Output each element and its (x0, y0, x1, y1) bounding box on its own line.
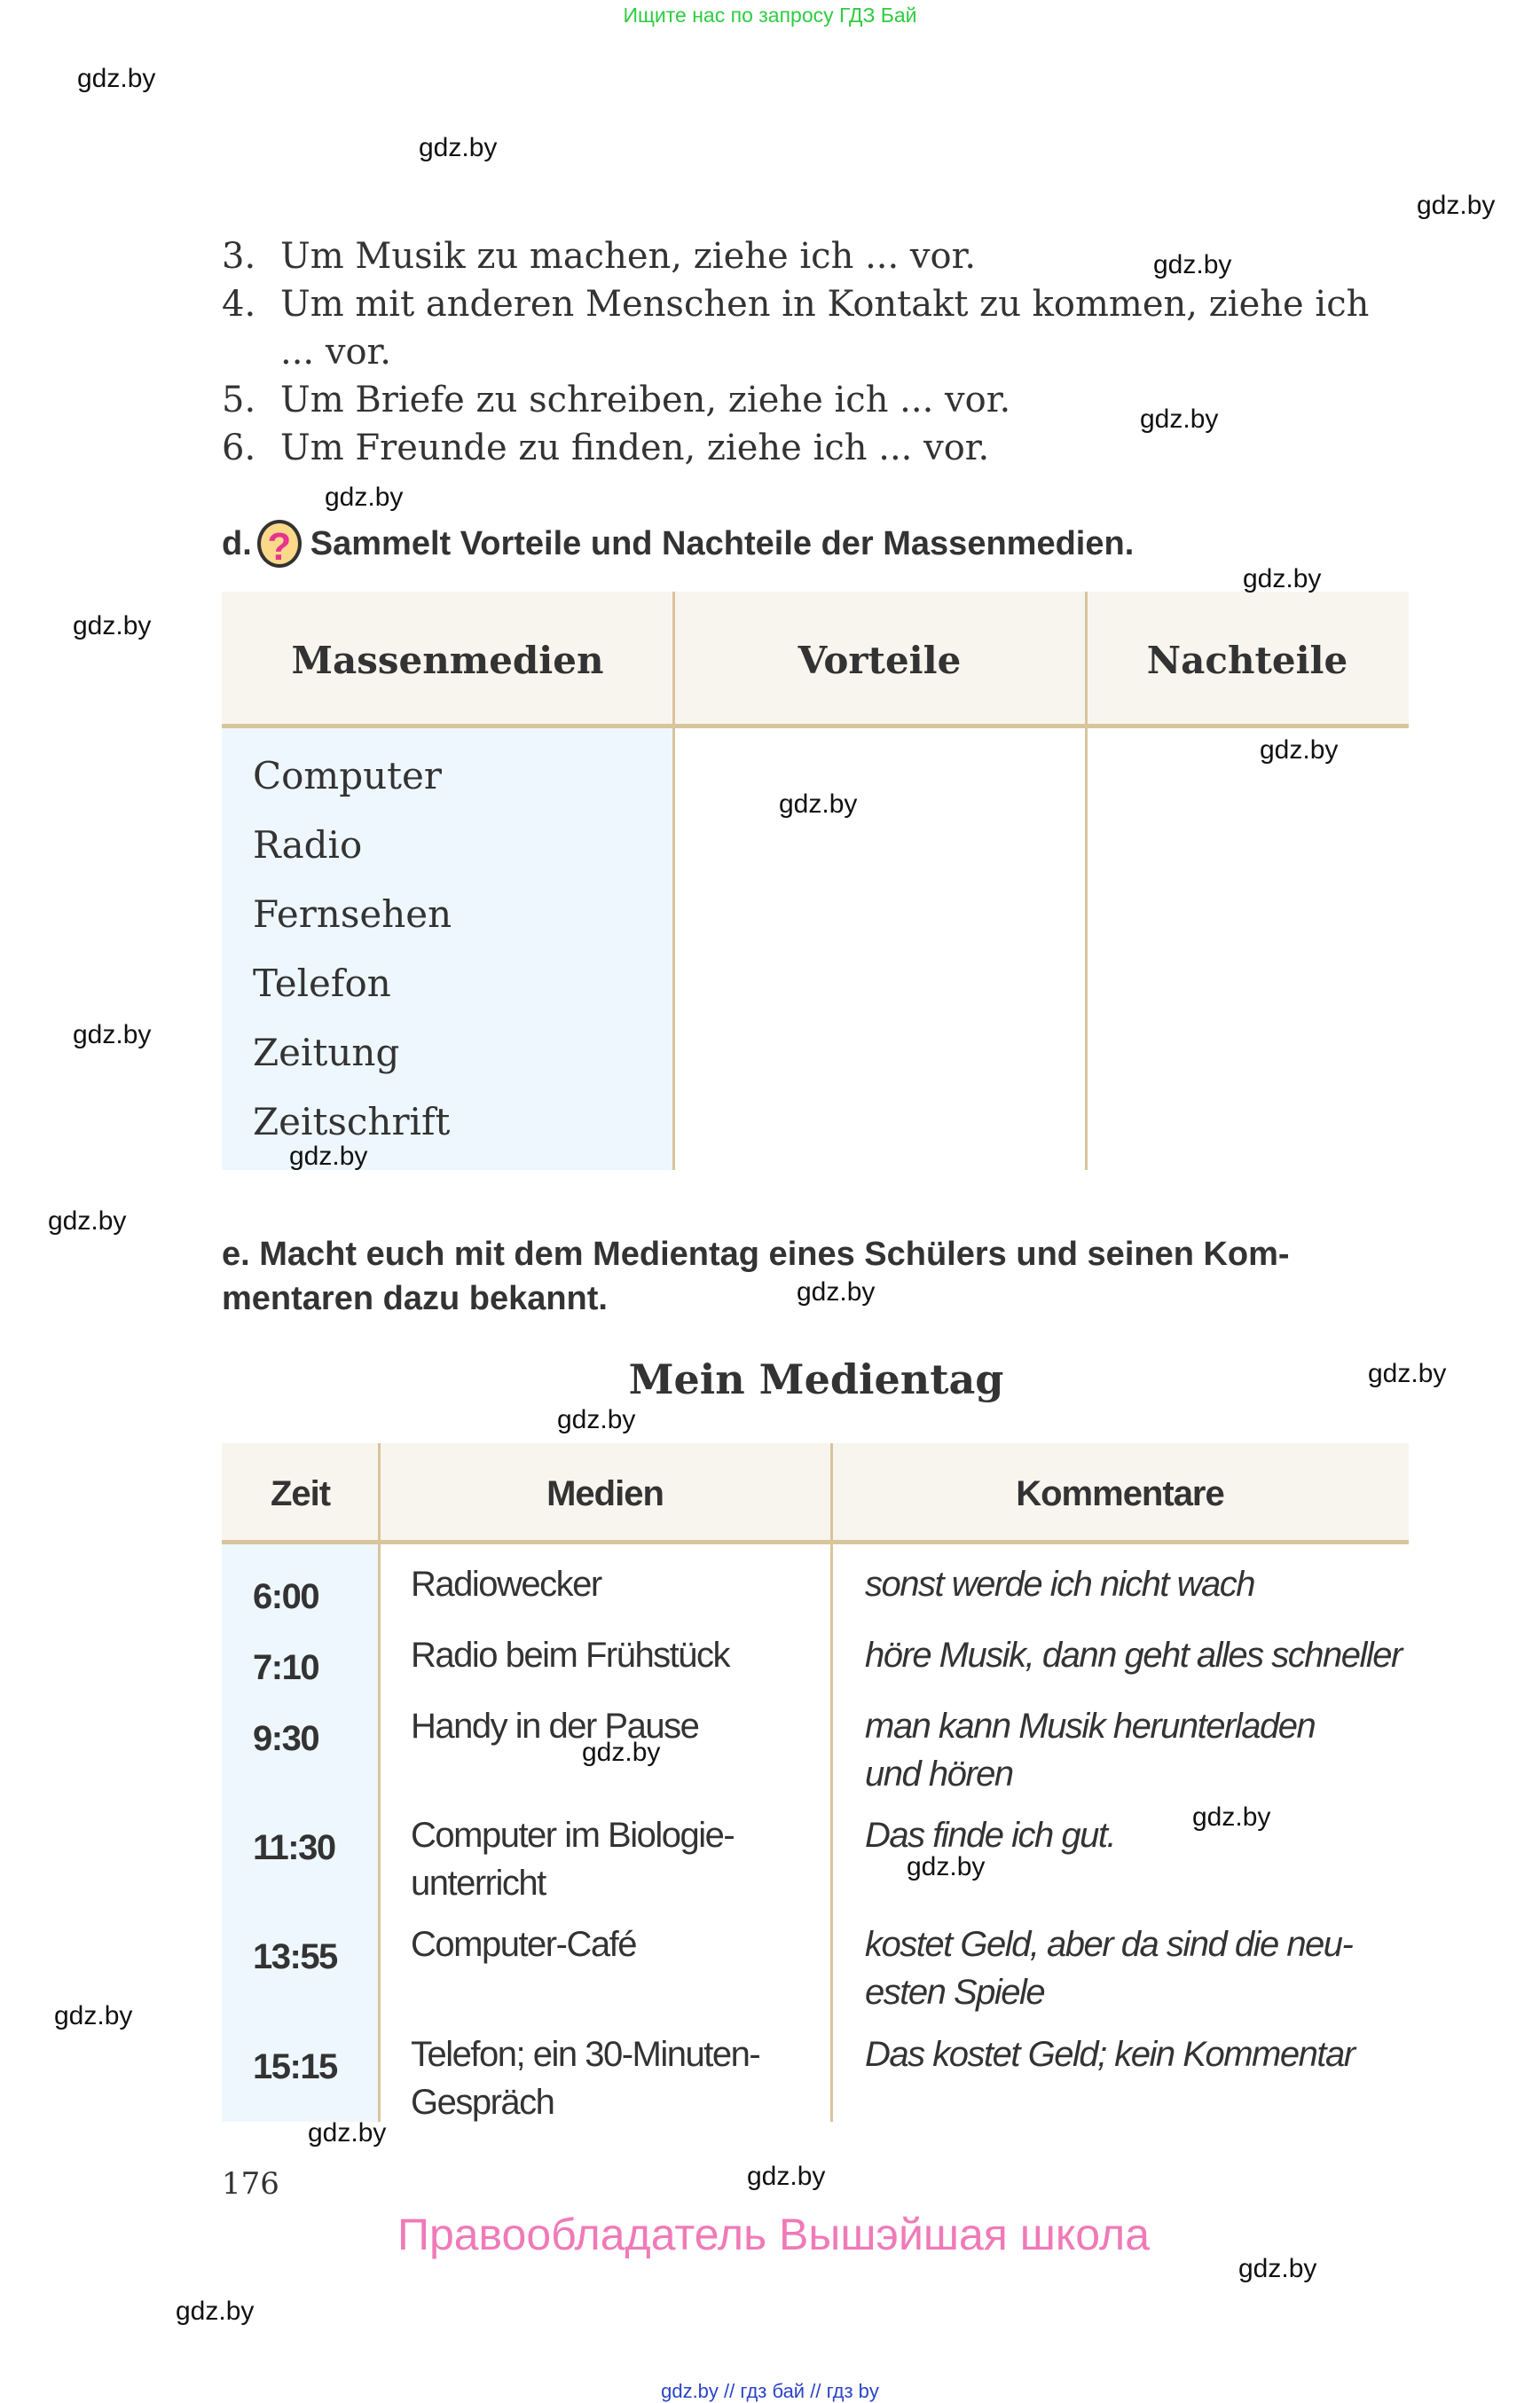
watermark: gdz.by (557, 1405, 636, 1434)
media-cell: Zeitschrift (253, 1100, 451, 1143)
watermark: gdz.by (419, 133, 498, 162)
page-number: 176 (222, 2166, 279, 2202)
media-cell: Fernsehen (253, 892, 452, 936)
media-cell: Zeitung (253, 1031, 400, 1074)
kommentar-line: höre Musik, dann geht alles schneller (865, 1636, 1402, 1675)
watermark: gdz.by (289, 1142, 368, 1171)
header-zeit: Zeit (270, 1473, 331, 1513)
task-e-line2: mentaren dazu bekannt. (222, 1280, 608, 1317)
kommentar-line: und hören (865, 1755, 1013, 1794)
time-cell: 15:15 (253, 2047, 337, 2086)
kommentar-cell (865, 1560, 1254, 1608)
kommentar-line: Das kostet Geld; kein Kommentar (865, 2035, 1355, 2074)
medien-cell (411, 1631, 729, 1679)
list-item (222, 332, 391, 373)
watermark: gdz.by (582, 1738, 661, 1767)
watermark: gdz.by (1140, 404, 1219, 434)
item-text: Um Musik zu machen, ziehe ich ... vor. (280, 236, 977, 277)
medien-cell (411, 1811, 734, 1907)
kommentar-cell (865, 1631, 1402, 1679)
watermark: gdz.by (73, 611, 152, 640)
watermark: gdz.by (1192, 1802, 1271, 1832)
header-vorteile: Vorteile (798, 638, 962, 682)
watermark: gdz.by (176, 2297, 255, 2326)
header-nachteile: Nachteile (1146, 638, 1348, 682)
watermark: gdz.by (325, 483, 404, 512)
kommentar-line: sonst werde ich nicht wach (865, 1565, 1255, 1604)
medientag-table (222, 1443, 1409, 2122)
kommentar-line: kostet Geld, aber da sind die neu- (865, 1925, 1353, 1964)
medien-line: Telefon; ein 30-Minuten- (411, 2035, 760, 2074)
column-divider (378, 1443, 381, 2122)
column-divider (672, 592, 675, 1170)
watermark: gdz.by (747, 2162, 826, 2191)
watermark: gdz.by (77, 64, 156, 93)
watermark: gdz.by (1153, 250, 1232, 279)
time-cell: 11:30 (253, 1828, 335, 1867)
footer-link[interactable]: gdz.by (661, 2380, 719, 2402)
header-massenmedien: Massenmedien (291, 638, 604, 682)
kommentar-line: esten Spiele (865, 1973, 1045, 2012)
item-number: 5. (222, 380, 256, 420)
medien-line: Computer-Café (411, 1925, 636, 1964)
time-cell: 13:55 (253, 1937, 337, 1976)
kommentar-line: Das finde ich gut. (865, 1816, 1116, 1855)
time-cell: 9:30 (253, 1719, 319, 1758)
item-text: ... vor. (280, 332, 391, 373)
header-kommentare: Kommentare (1016, 1473, 1224, 1513)
media-cell: Radio (253, 823, 363, 867)
item-text: Um Briefe zu schreiben, ziehe ich ... vor. (280, 380, 1011, 420)
media-cell: Computer (253, 754, 442, 797)
kommentar-cell (865, 1702, 1315, 1798)
medien-line: Gespräch (411, 2083, 554, 2122)
separator: // (810, 2380, 821, 2402)
item-number: 3. (222, 236, 256, 277)
item-text: Um mit anderen Menschen in Kontakt zu kommen, ziehe ich (280, 284, 1370, 325)
list-item (222, 236, 976, 277)
copyright-notice: Правообладатель Вышэйшая школа (397, 2210, 1150, 2259)
media-cell: Telefon (253, 962, 391, 1005)
watermark: gdz.by (797, 1277, 876, 1307)
kommentar-cell (865, 2030, 1355, 2078)
kommentar-line: man kann Musik herunterladen (865, 1707, 1316, 1746)
medien-line: Radiowecker (411, 1565, 601, 1604)
item-number: 6. (222, 428, 256, 468)
item-number: 4. (222, 284, 256, 325)
watermark: gdz.by (54, 2001, 133, 2030)
medien-cell (411, 1560, 601, 1608)
medien-line: Radio beim Frühstück (411, 1636, 730, 1675)
watermark: gdz.by (73, 1020, 152, 1049)
footer-link[interactable]: гдз by (826, 2380, 879, 2402)
time-cell: 6:00 (253, 1577, 319, 1616)
column-divider (1085, 592, 1088, 1170)
kommentar-cell (865, 1811, 1115, 1859)
kommentar-cell (865, 1920, 1352, 2016)
watermark: gdz.by (907, 1852, 986, 1881)
time-cell: 7:10 (253, 1648, 319, 1687)
task-label: d. (222, 525, 252, 562)
header-medien: Medien (546, 1473, 664, 1513)
watermark: gdz.by (1243, 564, 1322, 593)
list-item (222, 380, 1010, 420)
watermark: gdz.by (779, 789, 858, 819)
watermark: gdz.by (1368, 1359, 1447, 1388)
watermark: gdz.by (1260, 735, 1339, 765)
watermark: gdz.by (48, 1206, 127, 1236)
column-divider (830, 1443, 833, 2122)
watermark: gdz.by (1417, 191, 1496, 220)
question-icon: ? (257, 520, 302, 568)
list-item (222, 284, 1369, 325)
footer-links (0, 2380, 1540, 2403)
footer-link[interactable]: гдз бай (740, 2380, 805, 2402)
media-pros-cons-table (222, 592, 1409, 1170)
task-e-line1: e. Macht euch mit dem Medientag eines Schülers und seinen Kom- (222, 1236, 1290, 1273)
watermark: gdz.by (1238, 2254, 1317, 2283)
medien-cell (411, 2030, 759, 2126)
task-d-heading (222, 520, 1134, 568)
search-banner[interactable]: Ищите нас по запросу ГДЗ Бай (623, 4, 917, 27)
medien-line: Handy in der Pause (411, 1707, 699, 1746)
list-item (222, 428, 989, 468)
watermark: gdz.by (308, 2118, 387, 2148)
medien-cell (411, 1920, 636, 1968)
table-title: Mein Medientag (628, 1355, 1004, 1403)
item-text: Um Freunde zu finden, ziehe ich ... vor. (280, 428, 990, 468)
medien-line: unterricht (411, 1864, 546, 1903)
separator: // (724, 2380, 735, 2402)
task-text: Sammelt Vorteile und Nachteile der Massenmedien. (310, 525, 1135, 562)
medien-line: Computer im Biologie- (411, 1816, 735, 1855)
